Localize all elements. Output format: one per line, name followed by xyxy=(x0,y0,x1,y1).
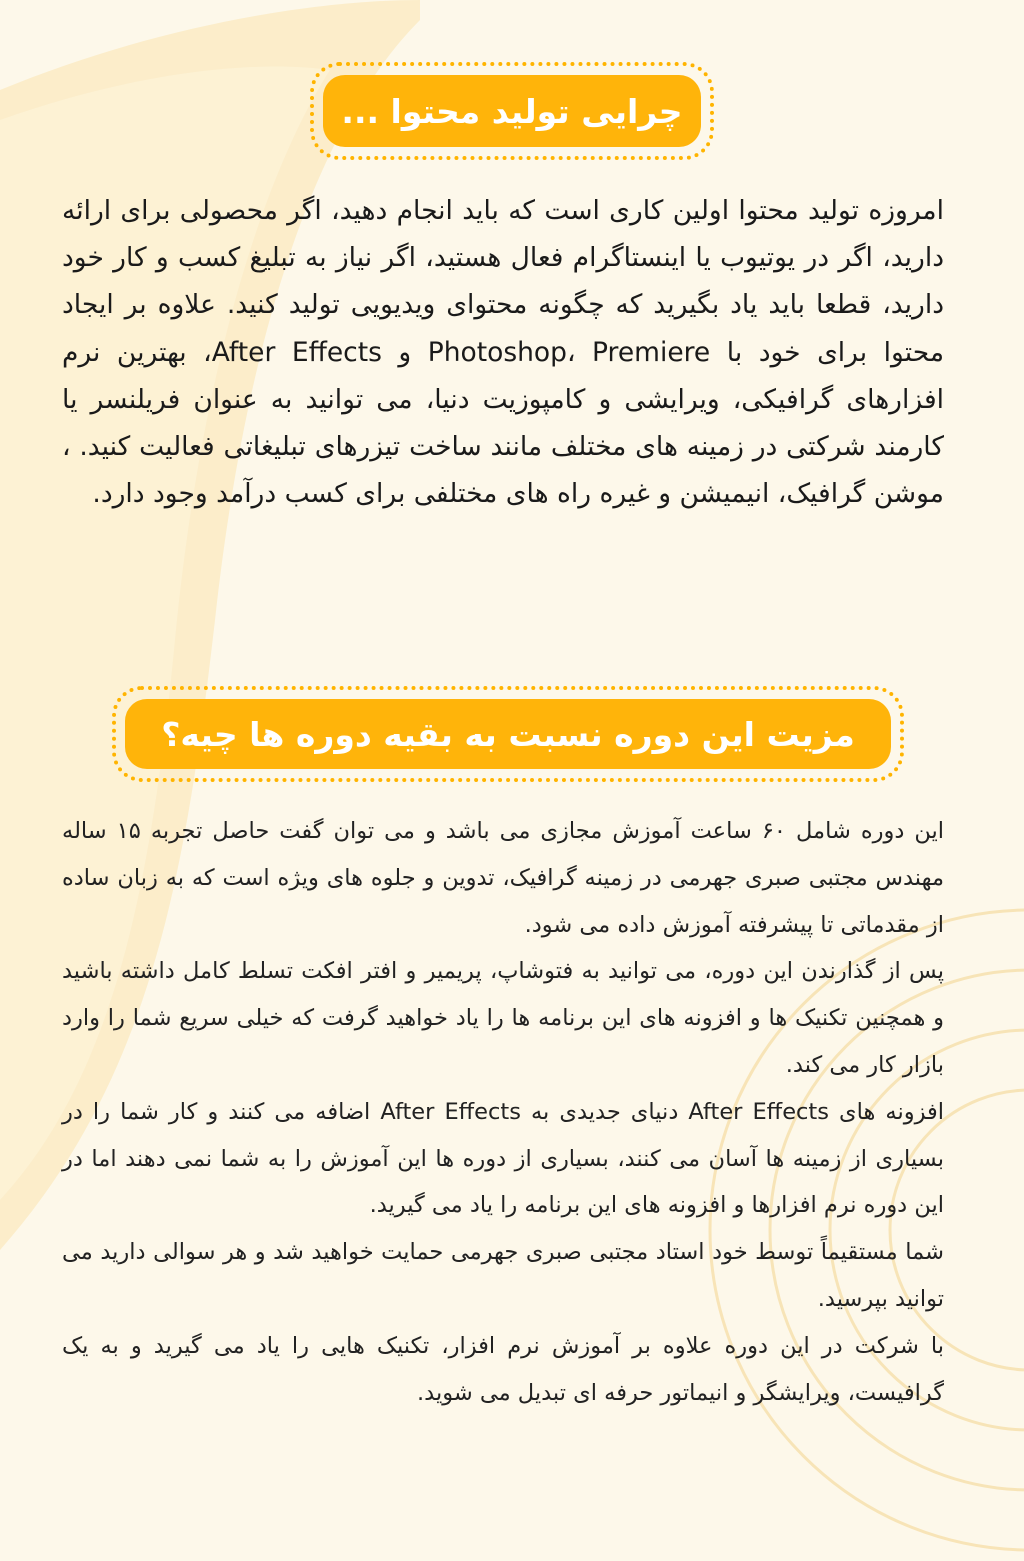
advantage-paragraph: پس از گذارندن این دوره، می توانید به فتوشاپ، پریمیر و افتر افکت تسلط کامل داشته باشید و همچنین تکنیک ها و افزونه های این برنامه ها را یاد خواهید گرفت که خیلی سریع شما را وارد بازار کار می کند. xyxy=(62,958,944,1078)
section-title-why: چرایی تولید محتوا ... xyxy=(323,75,701,147)
advantage-paragraph: شما مستقیماً توسط خود استاد مجتبی صبری جهرمی حمایت خواهید شد و هر سوالی دارید می توانید بپرسید. xyxy=(62,1239,944,1312)
section-title-why-frame xyxy=(310,62,714,160)
advantage-paragraph: این دوره شامل ۶۰ ساعت آموزش مجازی می باشد و می توان گفت حاصل تجربه ۱۵ ساله مهندس مجتبی صبری جهرمی در زمینه گرافیک، تدوین و جلوه های ویژه است که به زبان ساده از مقدماتی تا پیشرفته آموزش داده می شود. xyxy=(62,818,944,938)
section-advantage-body xyxy=(62,808,944,1416)
section-why-body: امروزه تولید محتوا اولین کاری است که باید انجام دهید، اگر محصولی برای ارائه دارید، اگر در یوتیوب یا اینستاگرام فعال هستید، اگر نیاز به تبلیغ کسب و کار خود دارید، قطعا باید یاد بگیرید که چگونه محتوای ویدیویی تولید کنید. علاوه بر ایجاد محتوا برای خود با Photoshop، Premiere و After Effects، بهترین نرم افزارهای گرافیکی، ویرایشی و کامپوزیت دنیا، می توانید به عنوان فریلنسر یا کارمند شرکتی در زمینه های مختلف مانند ساخت تیزرهای تبلیغاتی فعالیت کنید. ، موشن گرافیک، انیمیشن و غیره راه های مختلفی برای کسب درآمد وجود دارد. xyxy=(62,195,945,510)
section-title-advantage-frame xyxy=(112,686,904,782)
advantage-paragraph: افزونه های After Effects دنیای جدیدی به After Effects اضافه می کنند و کار شما را در بسیاری از زمینه ها آسان می کنند، بسیاری از دوره ها این آموزش را به شما نمی دهند اما در این دوره نرم افزارها و افزونه های این برنامه را یاد می گیرید. xyxy=(62,1098,944,1219)
section-title-advantage: مزیت این دوره نسبت به بقیه دوره ها چیه؟ xyxy=(125,699,891,769)
advantage-paragraph: با شرکت در این دوره علاوه بر آموزش نرم افزار، تکنیک هایی را یاد می گیرید و به یک گرافیست، ویرایشگر و انیماتور حرفه ای تبدیل می شوید. xyxy=(62,1332,944,1406)
